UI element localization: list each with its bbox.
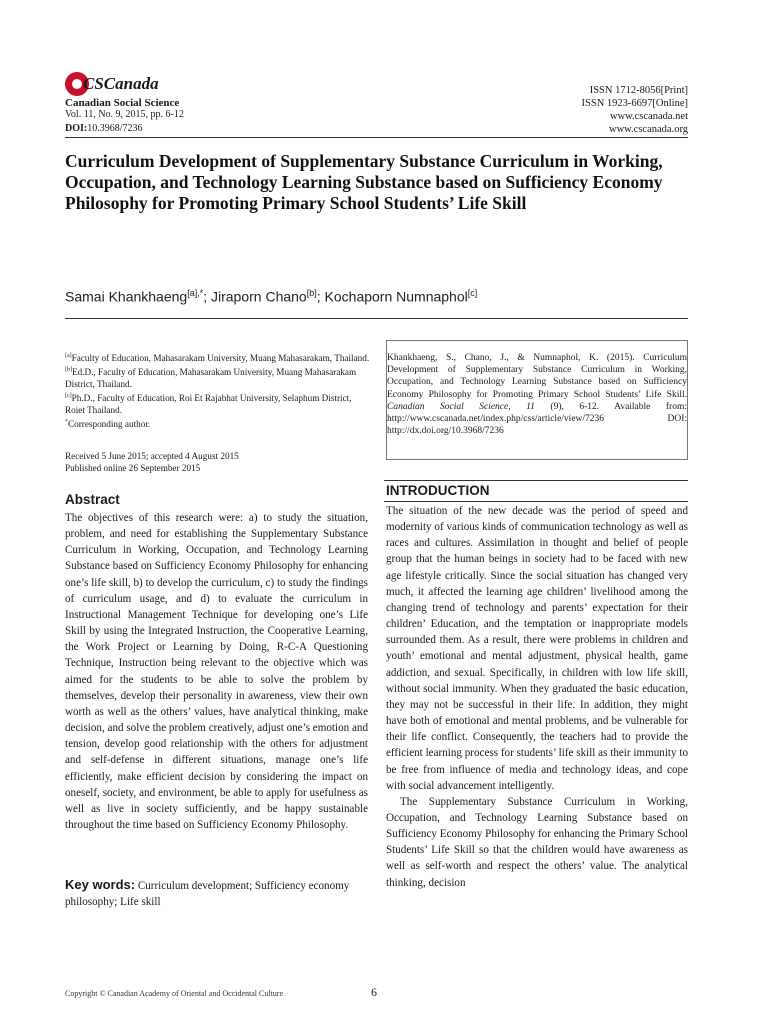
- issn-block: [582, 84, 688, 136]
- introduction-body: [386, 503, 688, 891]
- affiliation-a: [65, 350, 370, 364]
- issn-print: ISSN 1712-8056[Print]: [589, 85, 688, 96]
- abstract-body: The objectives of this research were: a) to study the situation, problem, and need for establishing the Supplementary Substance Curriculum in Working, Occupation, and Technology Learning Substance based on Sufficiency Economy Philosophy for enhancing one’s life skill, b) to develop the curriculum, c) to study the findings of curriculum usage, and d) to evaluate the curriculum in Instructional Management Technique for developing one’s Life Skill by using the Integrated Instruction, the Cooperative Learning, the Work Project or Learning by Doing, R-C-A Questioning Technique, Instruction being relevant to the objective which was aimed for the students to be able to solve the problem by themselves, develop their personality in awareness, view their own worth as well as the others’ values, have analytical thinking, make decision, and solve the problem creatively, adjust one’s emotion and tension, develop good relationship with the others for adjustment and self-defense in different situations, manage one’s life efficiently, make efficient decision by considering the impact on oneself, society, and environment, be able to apply for usefulness as well as live in society sufficiently, and be happy sustainable throughout the time based on Sufficiency Economy Philosophy.: [65, 512, 368, 831]
- citation-box: [386, 340, 688, 460]
- received-date: Received 5 June 2015; accepted 4 August 2015: [65, 451, 239, 461]
- citation-journal: Canadian Social Science, 11: [387, 401, 535, 412]
- affiliation-b-mark: [b]: [65, 367, 72, 374]
- author-3-affil: [c]: [467, 288, 478, 298]
- affiliation-c-mark: [c]: [65, 393, 72, 400]
- author-list: [65, 288, 477, 305]
- affiliations: [65, 350, 370, 430]
- affiliation-b: [65, 364, 370, 390]
- citation-main: Khankhaeng, S., Chano, J., & Numnaphol, K. (2015). Curriculum Development of Supplementary Substance Curriculum in Working, Occupation, and Technology Learning Substance based on Sufficiency Economy Philosophy for Promoting Primary School Students’ Life Skill.: [387, 353, 687, 400]
- author-2-affil: [b]: [306, 288, 317, 298]
- keywords-label: Key words:: [65, 877, 136, 892]
- intro-paragraph-2: The Supplementary Substance Curriculum in Working, Occupation, and Technology Learning Substance based on Sufficiency Economy Philosophy for enhancing the Primary School Students’ Life Skill so that the children would have awareness as well as self-worth and respect the others’ value. The analytical thinking, decision: [386, 795, 688, 889]
- logo-text: CSCanada: [83, 74, 159, 93]
- header-divider: [65, 137, 688, 138]
- author-1: Samai Khankhaeng: [65, 288, 188, 305]
- corresponding-author: [65, 416, 370, 430]
- copyright-footer: Copyright © Canadian Academy of Oriental and Occidental Culture: [65, 989, 284, 998]
- website-link-net[interactable]: www.cscanada.net: [609, 111, 688, 122]
- journal-volume: Vol. 11, No. 9, 2015, pp. 6-12: [65, 109, 184, 120]
- citation-text: [387, 352, 687, 437]
- abstract-heading: Abstract: [65, 492, 120, 507]
- affiliation-c: [65, 390, 370, 416]
- intro-paragraph-1: The situation of the new decade was the period of speed and modernity of various kinds of communication technology as well as races and cultures. Assimilation in thought and belief of people group that the human beings in society had to be faced with new age lifestyle critically. Since the social situation has changed very much, it affected the learning age children’ livelihood among the changing trend of technology and parents’ expectation for their children’ Education, and the temptation or inappropriate models surrounded them. As a result, there were problems in children and youth’ emotional and mental adjustment, physical health, game addiction, and sexual. Specifically, in children with low life skill, without social immunity. When they graduated the basic education, they may not be successful in their life. In addition, they might have both of emotional and mental problems, and be vulnerable for their life conflict. Consequently, the teachers had to provide the efficient learning process for students’ life skill as their immunity to be free from influence of media and technology ideas, and cope with social advancement intelligently.: [386, 505, 688, 792]
- journal-name: Canadian Social Science: [65, 97, 180, 109]
- affiliation-b-text: Ed.D., Faculty of Education, Mahasarakam University, Muang Mahasarakam District, Thailand.: [65, 367, 357, 390]
- keywords: [65, 877, 368, 910]
- introduction-heading: INTRODUCTION: [386, 483, 490, 498]
- article-dates: [65, 450, 370, 474]
- affiliation-a-text: Faculty of Education, Mahasarakam University, Muang Mahasarakam, Thailand.: [71, 353, 370, 364]
- author-2: ; Jiraporn Chano: [203, 288, 307, 305]
- citation-links: (9), 6-12. Available from: http://www.cscanada.net/index.php/css/article/view/7236 DOI: http://dx.doi.org/10.3968/7236: [387, 401, 687, 437]
- keywords-text: Curriculum development; Sufficiency economy philosophy; Life skill: [65, 880, 350, 908]
- corresponding-mark: *: [65, 419, 68, 426]
- author-1-affil: [a],*: [187, 288, 204, 298]
- paper-title: Curriculum Development of Supplementary Substance Curriculum in Working, Occupation, and Technology Learning Substance based on Sufficiency Economy Philosophy for Promoting Primary School Students’ Life Skill: [65, 151, 663, 213]
- affiliation-a-mark: [a]: [65, 353, 72, 359]
- website-link-org[interactable]: www.cscanada.org: [608, 124, 688, 135]
- issn-online: ISSN 1923-6697[Online]: [581, 98, 688, 109]
- authors-divider: [65, 318, 688, 319]
- doi-label: DOI:: [65, 123, 88, 134]
- intro-bottom-rule: [384, 501, 688, 502]
- cscanada-logo: [65, 72, 205, 98]
- intro-top-rule: [384, 480, 688, 481]
- published-date: Published online 26 September 2015: [65, 463, 201, 473]
- journal-doi: [65, 123, 143, 134]
- affiliation-c-text: Ph.D., Faculty of Education, Roi Et Rajabhat University, Selaphum District, Roiet Thailand.: [65, 393, 352, 416]
- doi-value: 10.3968/7236: [87, 123, 143, 134]
- corresponding-text: Corresponding author.: [68, 419, 151, 430]
- page-number: 6: [371, 985, 377, 999]
- author-3: ; Kochaporn Numnaphol: [316, 288, 468, 305]
